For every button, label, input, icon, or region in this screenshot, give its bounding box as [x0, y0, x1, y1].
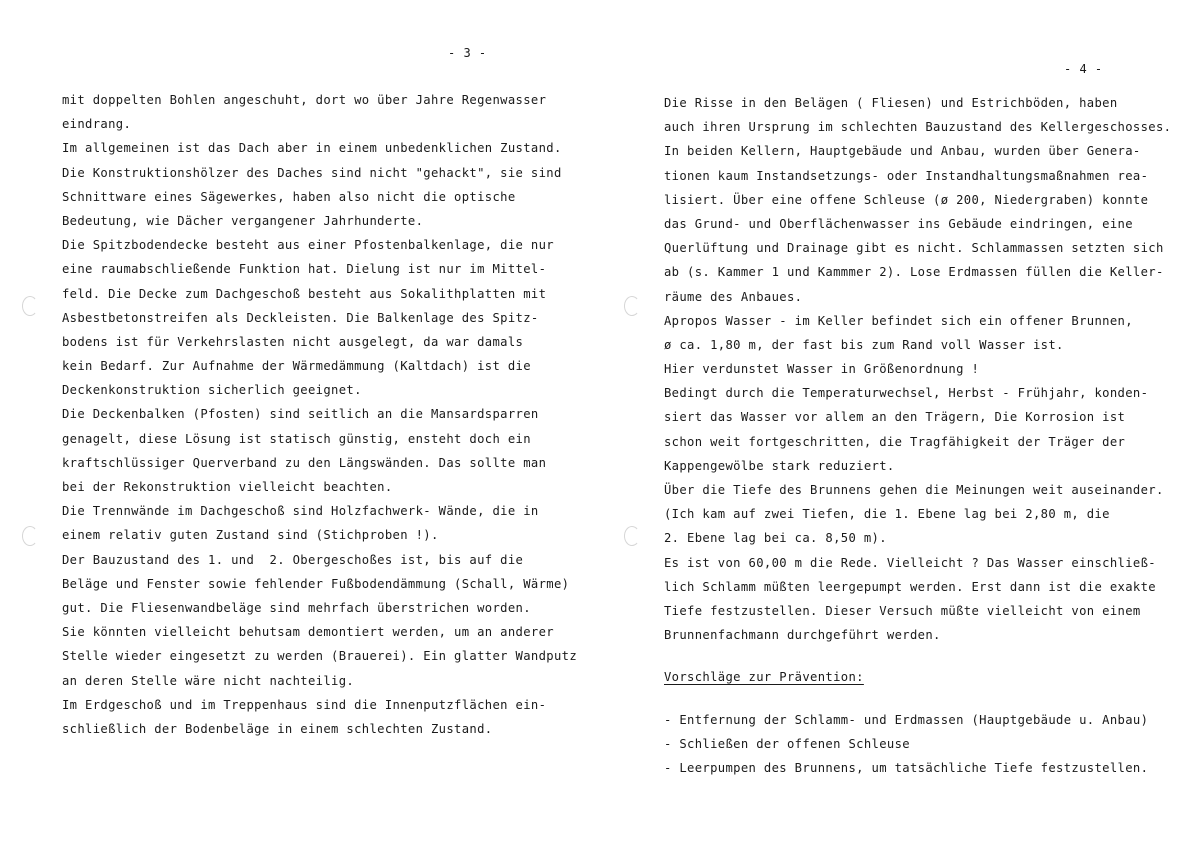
text-line: schließlich der Bodenbeläge in einem schlechten Zustand. [62, 721, 493, 736]
text-line: Bedeutung, wie Dächer vergangener Jahrhunderte. [62, 213, 424, 228]
text-line: Es ist von 60,00 m die Rede. Vielleicht ? Das Wasser einschließ- [664, 555, 1156, 570]
text-line: Im Erdgeschoß und im Treppenhaus sind die Innenputzflächen ein- [62, 697, 547, 712]
text-line: Deckenkonstruktion sicherlich geeignet. [62, 383, 362, 398]
text-line: Die Deckenbalken (Pfosten) sind seitlich an die Mansardsparren [62, 407, 539, 422]
text-line: siert das Wasser vor allem an den Trägern, Die Korrosion ist [664, 410, 1126, 425]
text-line: eindrang. [62, 117, 132, 132]
text-line: Schnittware eines Sägewerkes, haben also nicht die optische [62, 189, 516, 204]
text-line: Stelle wieder eingesetzt zu werden (Brauerei). Ein glatter Wandputz [62, 649, 578, 664]
blank-line [664, 690, 1194, 708]
text-line: Kappengewölbe stark reduziert. [664, 458, 895, 473]
text-line: genagelt, diese Lösung ist statisch günstig, ensteht doch ein [62, 431, 531, 446]
text-line: kraftschlüssiger Querverband zu den Längswänden. Das sollte man [62, 455, 547, 470]
text-line: feld. Die Decke zum Dachgeschoß besteht aus Sokalithplatten mit [62, 286, 547, 301]
text-line: Beläge und Fenster sowie fehlender Fußbodendämmung (Schall, Wärme) [62, 576, 570, 591]
text-line: 2. Ebene lag bei ca. 8,50 m). [664, 531, 887, 546]
text-line: an deren Stelle wäre nicht nachteilig. [62, 673, 355, 688]
text-line: Apropos Wasser - im Keller befindet sich ein offener Brunnen, [664, 313, 1133, 328]
text-line: einem relativ guten Zustand sind (Stichproben !). [62, 528, 439, 543]
bullet-item: - Schließen der offenen Schleuse [664, 736, 910, 751]
text-line: bei der Rekonstruktion vielleicht beachten. [62, 480, 393, 494]
text-line: Brunnenfachmann durchgeführt werden. [664, 628, 941, 643]
text-line: Der Bauzustand des 1. und 2. Obergeschoßes ist, bis auf die [62, 552, 524, 567]
section-heading: Vorschläge zur Prävention: [664, 670, 864, 685]
text-line: Querlüftung und Drainage gibt es nicht. Schlammassen setzten sich [664, 241, 1164, 256]
text-line: lisiert. Über eine offene Schleuse (ø 200, Niedergraben) konnte [664, 192, 1149, 207]
text-line: lich Schlamm müßten leergepumpt werden. Erst dann ist die exakte [664, 579, 1156, 594]
bullet-item: - Entfernung der Schlamm- und Erdmassen (Hauptgebäude u. Anbau) [664, 712, 1149, 727]
text-line: auch ihren Ursprung im schlechten Bauzustand des Kellergeschosses. [664, 120, 1172, 135]
body-text [664, 91, 1194, 780]
text-line: bodens ist für Verkehrslasten nicht ausgelegt, da war damals [62, 334, 524, 349]
punch-hole-mark [22, 296, 38, 316]
text-line: gut. Die Fliesenwandbeläge sind mehrfach überstrichen worden. [62, 600, 531, 615]
text-line: Die Konstruktionshölzer des Daches sind nicht "gehackt", sie sind [62, 165, 562, 180]
text-line: das Grund- und Oberflächenwasser ins Gebäude eindringen, eine [664, 216, 1133, 231]
text-line: Die Risse in den Belägen ( Fliesen) und Estrichböden, haben [664, 96, 1118, 110]
text-line: (Ich kam auf zwei Tiefen, die 1. Ebene lag bei 2,80 m, die [664, 507, 1110, 522]
blank-line [664, 647, 1194, 665]
text-line: Über die Tiefe des Brunnens gehen die Meinungen weit auseinander. [664, 483, 1164, 497]
text-line: ab (s. Kammer 1 und Kammmer 2). Lose Erdmassen füllen die Keller- [664, 265, 1164, 280]
text-line: Die Trennwände im Dachgeschoß sind Holzfachwerk- Wände, die in [62, 504, 539, 519]
text-line: Tiefe festzustellen. Dieser Versuch müßte vielleicht von einem [664, 603, 1141, 618]
text-line: Bedingt durch die Temperaturwechsel, Herbst - Frühjahr, konden- [664, 386, 1149, 401]
bullet-item: - Leerpumpen des Brunnens, um tatsächliche Tiefe festzustellen. [664, 760, 1149, 775]
text-line: tionen kaum Instandsetzungs- oder Instandhaltungsmaßnahmen rea- [664, 168, 1149, 183]
punch-hole-mark [22, 526, 38, 546]
text-line: eine raumabschließende Funktion hat. Dielung ist nur im Mittel- [62, 262, 547, 277]
page-number: - 4 - [1064, 62, 1103, 76]
text-line: Die Spitzbodendecke besteht aus einer Pfostenbalkenlage, die nur [62, 238, 554, 253]
text-line: Im allgemeinen ist das Dach aber in einem unbedenklichen Zustand. [62, 141, 562, 156]
text-line: Asbestbetonstreifen als Deckleisten. Die Balkenlage des Spitz- [62, 310, 539, 325]
text-line: Sie könnten vielleicht behutsam demontiert werden, um an anderer [62, 625, 554, 640]
body-text [62, 88, 592, 741]
text-line: Hier verdunstet Wasser in Größenordnung ! [664, 362, 980, 377]
text-line: mit doppelten Bohlen angeschuht, dort wo über Jahre Regenwasser [62, 93, 547, 107]
text-line: räume des Anbaues. [664, 289, 803, 304]
text-line: In beiden Kellern, Hauptgebäude und Anbau, wurden über Genera- [664, 144, 1141, 159]
page-number: - 3 - [448, 46, 487, 60]
text-line: kein Bedarf. Zur Aufnahme der Wärmedämmung (Kaltdach) ist die [62, 359, 531, 374]
text-line: ø ca. 1,80 m, der fast bis zum Rand voll Wasser ist. [664, 337, 1064, 352]
text-line: schon weit fortgeschritten, die Tragfähigkeit der Träger der [664, 434, 1126, 449]
right-page [600, 0, 1200, 848]
